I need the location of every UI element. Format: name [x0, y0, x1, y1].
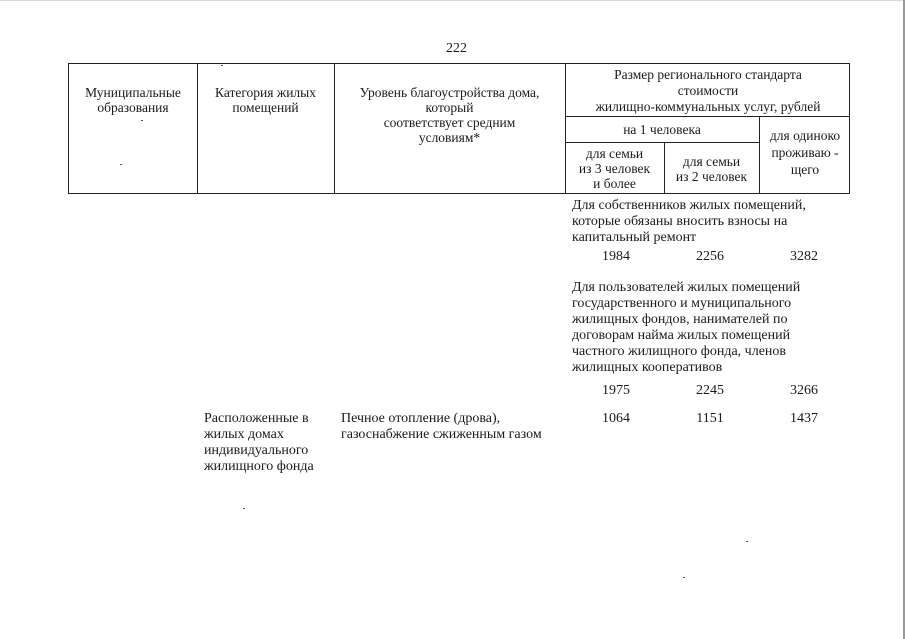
header-per-person: на 1 человека: [623, 122, 701, 137]
scan-speck: [120, 164, 122, 165]
header-divider-1: [197, 64, 198, 193]
header-hline-2: [565, 142, 759, 143]
page-top-edge: [0, 0, 905, 1]
section2-caption: Для пользователей жилых помещений государственного и муниципального жилищных фондов, нанимателей по договорам найма жилых помещений частного жилищного фонда, членов жилищных кооперативов: [572, 280, 801, 375]
header-improvement-level: Уровень благоустройства дома, который соответствует средним условиям*: [359, 85, 540, 145]
header-single: для одиноко проживаю - щего: [769, 128, 841, 177]
section2-value-family2: 2245: [696, 383, 724, 398]
header-hline-1: [565, 116, 849, 117]
row-value-single: 1437: [790, 411, 818, 426]
header-family-2: для семьи из 2 человек: [675, 154, 748, 184]
scan-speck: [683, 577, 685, 578]
header-family-3: для семьи из 3 человек и более: [578, 146, 651, 191]
header-municipalities: Муниципальные образования: [85, 85, 181, 115]
section2-value-single: 3266: [790, 383, 818, 398]
section2-value-family3: 1975: [602, 383, 630, 398]
section1-caption: Для собственников жилых помещений, которые обязаны вносить взносы на капитальный ремонт: [572, 198, 806, 245]
scan-speck: [141, 120, 143, 121]
page-number: 222: [446, 41, 467, 56]
table-header: [68, 63, 850, 194]
scan-speck: [746, 541, 748, 542]
row-value-family3: 1064: [602, 411, 630, 426]
header-standard-size: Размер регионального стандарта стоимости жилищно-коммунальных услуг, рублей: [595, 67, 821, 114]
row-improvement-level: Печное отопление (дрова), газоснабжение сжиженным газом: [341, 411, 542, 442]
scan-speck: [243, 508, 245, 509]
scan-speck: [221, 65, 223, 66]
section1-value-family2: 2256: [696, 249, 724, 264]
section1-value-single: 3282: [790, 249, 818, 264]
section1-value-family3: 1984: [602, 249, 630, 264]
header-category: Категория жилых помещений: [215, 85, 316, 115]
row-category: Расположенные в жилых домах индивидуального жилищного фонда: [204, 411, 314, 474]
row-value-family2: 1151: [696, 411, 724, 426]
